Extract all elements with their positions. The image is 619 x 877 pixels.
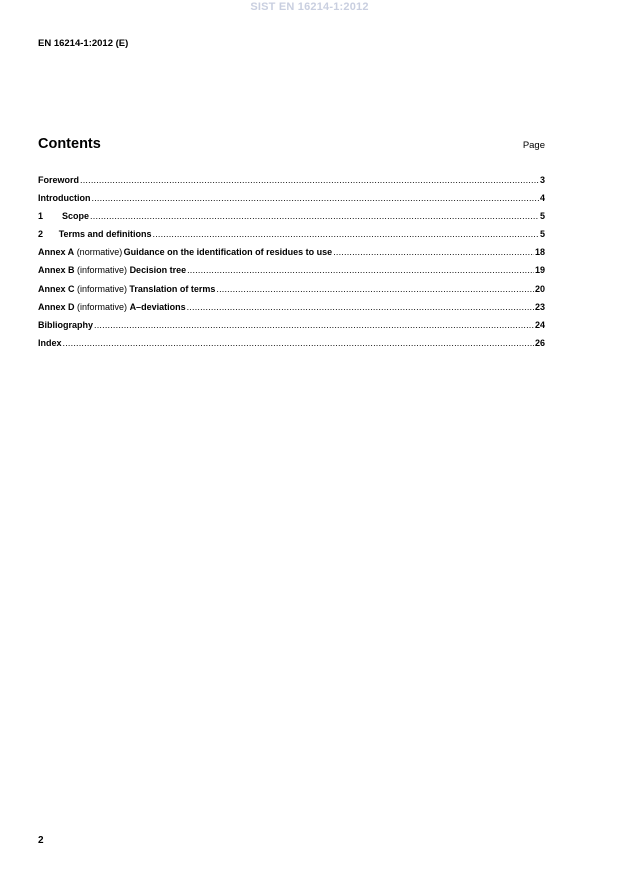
toc-entry-title: Terms and definitions xyxy=(58,229,152,240)
watermark: SIST EN 16214-1:2012 xyxy=(250,1,369,13)
table-of-contents xyxy=(38,175,545,356)
toc-entry-page: 26 xyxy=(534,337,545,348)
toc-entry-title: Translation of terms xyxy=(129,283,216,294)
toc-entry-label: Annex A xyxy=(38,247,75,258)
toc-entry-page: 4 xyxy=(539,193,545,204)
toc-entry-page: 19 xyxy=(534,265,545,276)
toc-entry-title: Decision tree xyxy=(129,265,187,276)
toc-entry-title: A–deviations xyxy=(129,301,186,312)
dot-leader xyxy=(333,247,534,257)
toc-entry-qualifier: (normative) xyxy=(76,247,123,258)
toc-entry-page: 5 xyxy=(539,211,545,222)
toc-entry-annex-d[interactable] xyxy=(38,302,545,320)
toc-entry-introduction[interactable] xyxy=(38,193,545,211)
toc-entry-qualifier: (informative) xyxy=(77,265,128,276)
toc-entry-label: Foreword xyxy=(38,175,80,185)
toc-entry-annex-a[interactable] xyxy=(38,247,545,265)
toc-entry-page: 5 xyxy=(539,229,545,240)
toc-entry-page: 20 xyxy=(534,283,545,294)
toc-entry-number: 1 xyxy=(38,211,44,222)
toc-entry-annex-b[interactable] xyxy=(38,265,545,283)
dot-leader xyxy=(92,193,539,203)
dot-leader xyxy=(216,284,534,294)
dot-leader xyxy=(80,175,539,185)
dot-leader xyxy=(90,211,539,221)
toc-entry-qualifier: (informative) xyxy=(77,283,128,294)
toc-entry-title: Scope xyxy=(62,211,90,222)
toc-entry-label: Annex C xyxy=(38,283,75,294)
dot-leader xyxy=(187,265,534,275)
toc-entry-bibliography[interactable] xyxy=(38,320,545,338)
toc-entry-label: Index xyxy=(38,337,62,348)
toc-entry-label: Annex B xyxy=(38,265,75,276)
dot-leader xyxy=(153,229,539,239)
dot-leader xyxy=(94,320,534,330)
toc-entry-page: 18 xyxy=(534,247,545,258)
toc-entry-scope[interactable] xyxy=(38,211,545,229)
page-number: 2 xyxy=(38,835,44,846)
toc-entry-qualifier: (informative) xyxy=(77,301,128,312)
dot-leader xyxy=(187,302,534,312)
dot-leader xyxy=(63,338,534,348)
toc-entry-annex-c[interactable] xyxy=(38,284,545,302)
toc-entry-label: Introduction xyxy=(38,193,91,204)
toc-entry-label: Bibliography xyxy=(38,319,94,330)
toc-entry-page: 3 xyxy=(539,175,545,185)
page-column-label: Page xyxy=(522,140,545,151)
toc-entry-number: 2 xyxy=(38,229,44,240)
toc-entry-title: Guidance on the identification of residues to use xyxy=(123,247,333,258)
toc-entry-label: Annex D xyxy=(38,301,75,312)
toc-entry-page: 24 xyxy=(534,319,545,330)
toc-entry-foreword[interactable] xyxy=(38,175,545,193)
toc-entry-index[interactable] xyxy=(38,338,545,356)
document-id: EN 16214-1:2012 (E) xyxy=(38,38,129,49)
contents-heading: Contents xyxy=(38,136,101,152)
toc-entry-page: 23 xyxy=(534,301,545,312)
toc-entry-terms-and-definitions[interactable] xyxy=(38,229,545,247)
